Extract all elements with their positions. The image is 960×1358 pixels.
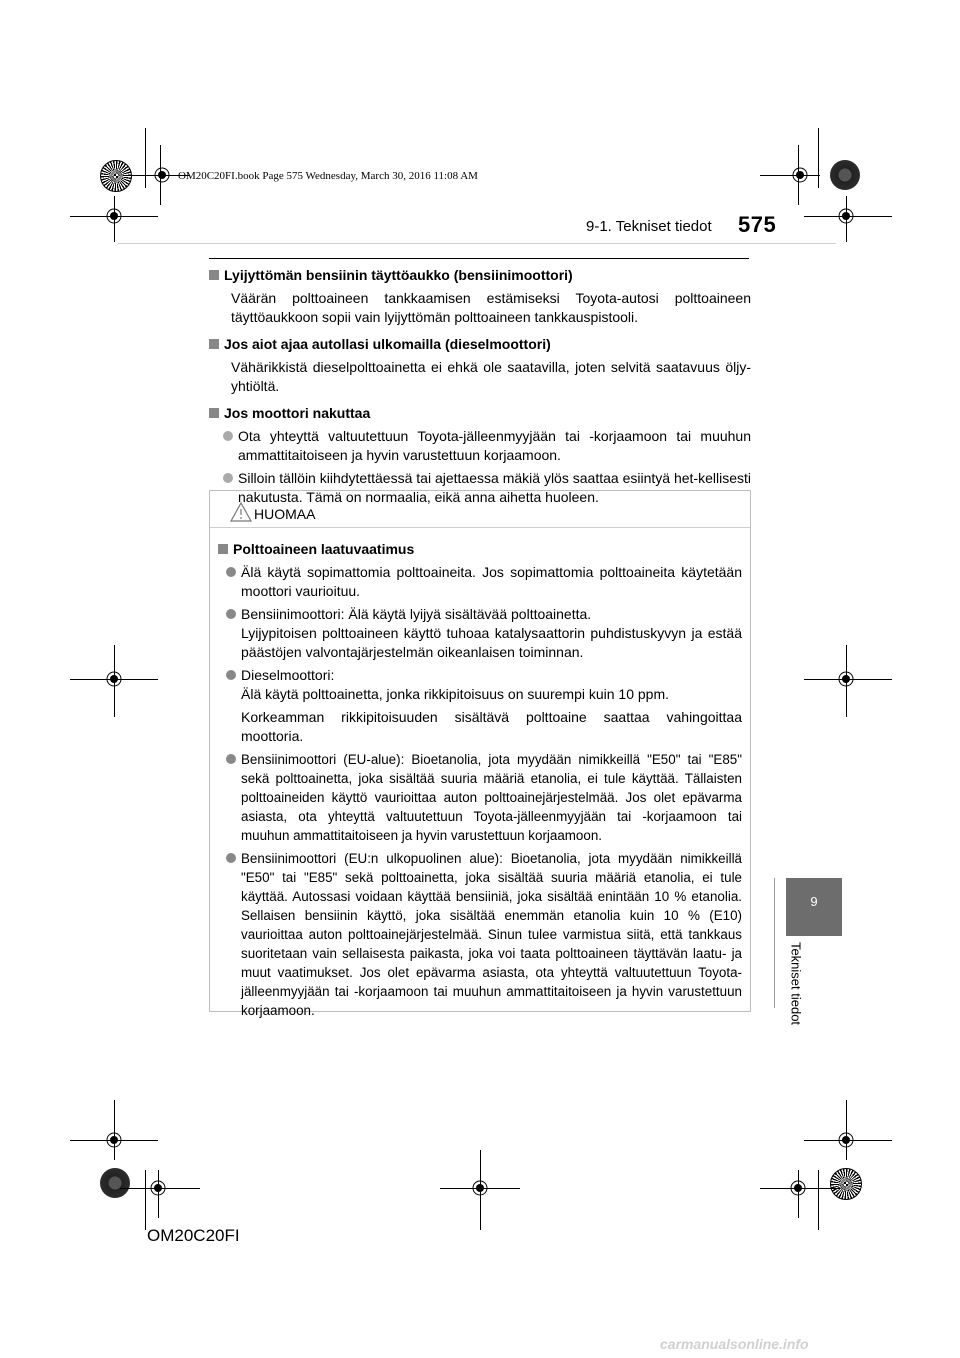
list-item <box>226 605 742 662</box>
page-number: 575 <box>738 212 777 237</box>
registration-wheel-icon <box>830 1168 862 1200</box>
crosshair-icon <box>774 1164 822 1212</box>
list-item-text: Silloin tällöin kiihdytettäessä tai ajettaessa mäkiä ylös saattaa esiintyä het-kellisesti nakutusta. Tämä on normaalia, eikä anna aihetta huoleen. <box>238 470 751 505</box>
section-heading-text: Jos aiot ajaa autollasi ulkomailla (dieselmoottori) <box>224 336 551 352</box>
list-item-text: Älä käytä polttoainetta, jonka rikkipitoisuus on suurempi kuin 10 ppm. <box>241 686 670 702</box>
circle-bullet-icon <box>226 609 236 619</box>
list-item-text: Bensiinimoottori (EU-alue): Bioetanolia, jota myydään nimikkeillä "E50" tai "E85" sekä polttoainetta, joka sisältää suuria määriä etanolia, ei tule käyttää. Tällaisten polttoaineiden käyttö vaurioittaa auton polttoainejärjestelmää. Jos olet epävarma asiasta, ota yhteyttä valtuutettuun Toyota-jälleenmyyjään tai -korjaamoon tai muuhun ammattitaitoiseen ja hyvin varustettuun korjaamoon. <box>241 752 742 843</box>
header-divider <box>209 258 749 259</box>
crosshair-icon <box>822 1116 870 1164</box>
list-item-text: Bensiinimoottori (EU:n ulkopuolinen alue): Bioetanolia, jota myydään nimikkeillä "E50" tai "E85" sekä polttoainetta, joka sisältää suuria määriä etanolia, ei tule käyttää. Autossasi voidaan käyttää bensiiniä, joka sisältää enintään 10 % etanolia. Sellaisen bensiinin käyttö, joka sisältää enemmän etanolia kuin 10 % (E10) vaurioittaa auton polttoainejärjestelmää. Sinun tulee varmistua siitä, että tankkaus suoritetaan vain sellaisesta paikasta, joka voi taata polttoaineen täyttävän laatu- ja muut vaatimukset. Jos olet epävarma asiasta, ota yhteyttä valtuutettuun Toyota-jälleenmyyjään tai -korjaamoon tai muuhun ammattitaitoiseen ja hyvin varustettuun korjaamoon. <box>241 851 742 1018</box>
section-text: Väärän polttoaineen tankkaamisen estämiseksi Toyota-autosi polttoaineen täyttöaukkoon sopii vain lyijyttömän polttoaineen tankkauspistooli. <box>231 290 751 325</box>
crosshair-icon <box>456 1164 504 1212</box>
notice-label: HUOMAA <box>254 506 316 522</box>
list-item-text: Bensiinimoottori: Älä käytä lyijyä sisältävää polttoainetta. <box>241 606 592 622</box>
list-item <box>223 427 751 465</box>
section-heading <box>209 404 751 423</box>
circle-bullet-icon <box>226 567 236 577</box>
section-heading <box>209 266 751 285</box>
chapter-label <box>780 940 810 1040</box>
warning-triangle-icon <box>230 502 252 522</box>
notice-box <box>209 490 751 1018</box>
circle-bullet-icon <box>226 853 236 863</box>
registration-wheel-icon <box>830 160 860 190</box>
list-item <box>226 666 742 746</box>
circle-bullet-icon <box>223 431 233 441</box>
list-item <box>226 849 742 1020</box>
square-bullet-icon <box>209 408 219 418</box>
circle-bullet-icon <box>226 670 236 680</box>
page-section-title: 9-1. Tekniset tiedot <box>586 218 712 235</box>
list-item-text: Älä käytä sopimattomia polttoaineita. Jos sopimattomia polttoaineita käytetään moottori vaurioituu. <box>241 564 742 599</box>
circle-bullet-icon <box>223 473 233 483</box>
crosshair-icon <box>90 655 138 703</box>
book-info: OM20C20FI.book Page 575 Wednesday, March 30, 2016 11:08 AM <box>178 170 478 182</box>
crosshair-icon <box>776 151 824 199</box>
list-item <box>226 750 742 845</box>
list-item-text: Lyijypitoisen polttoaineen käyttö tuhoaa katalysaattorin puhdistuskyvyn ja estää päästöjen valvontajärjestelmän oikeanlaisen toiminnan. <box>241 625 742 660</box>
circle-bullet-icon <box>226 754 236 764</box>
chapter-label-text: Tekniset tiedot <box>788 941 804 1026</box>
side-divider <box>774 878 775 1008</box>
section-text: Vähärikkistä dieselpolttoainetta ei ehkä ole saatavilla, joten selvitä saatavuus öljy-yhtiöltä. <box>231 359 751 394</box>
notice-header <box>210 491 750 528</box>
registration-wheel-icon <box>100 160 132 192</box>
notice-heading-text: Polttoaineen laatuvaatimus <box>233 541 415 557</box>
registration-wheel-icon <box>100 1168 130 1198</box>
crosshair-icon <box>822 192 870 240</box>
manual-code: OM20C20FI <box>147 1226 240 1245</box>
crosshair-icon <box>822 655 870 703</box>
crosshair-icon <box>90 192 138 240</box>
section-heading-text: Lyijyttömän bensiinin täyttöaukko (bensiinimoottori) <box>224 267 573 283</box>
list-item-text: Dieselmoottori: <box>241 667 335 683</box>
list-item-text: Ota yhteyttä valtuutettuun Toyota-jälleenmyyjään tai -korjaamoon tai muuhun ammattitaitoiseen ja hyvin varustettuun korjaamoon. <box>238 428 751 463</box>
watermark: carmanualsonline.info <box>660 1336 809 1352</box>
square-bullet-icon <box>218 544 228 554</box>
square-bullet-icon <box>209 270 219 280</box>
section-heading-text: Jos moottori nakuttaa <box>224 405 371 421</box>
crosshair-icon <box>90 1116 138 1164</box>
square-bullet-icon <box>209 339 219 349</box>
list-item <box>226 563 742 601</box>
list-item-note: Korkeamman rikkipitoisuuden sisältävä polttoaine saattaa vahingoittaa moottoria. <box>241 709 742 744</box>
crosshair-icon <box>134 1164 182 1212</box>
notice-heading <box>218 540 742 559</box>
main-content <box>209 264 751 507</box>
section-heading <box>209 335 751 354</box>
chapter-tab: 9 <box>786 878 842 936</box>
